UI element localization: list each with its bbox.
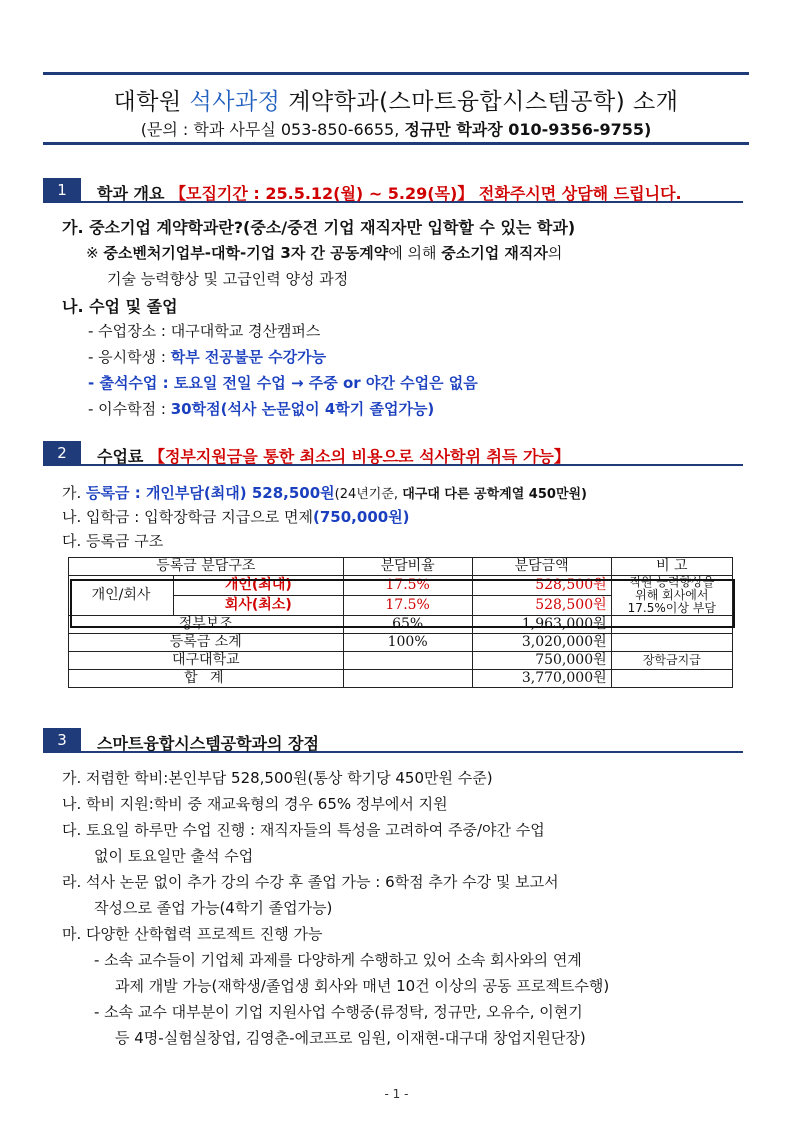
row-ratio (343, 652, 472, 670)
title-part: 대학원 (113, 89, 190, 115)
table-row (69, 670, 733, 688)
remark-line: 위해 회사에서 (635, 588, 709, 602)
row-ratio: 17.5% (343, 576, 472, 596)
item-label: - 출석수업 : (88, 374, 174, 392)
tuition-amount: 등록금 : 개인부담(최대) 528,500원 (86, 484, 335, 502)
admission-fee-line (62, 506, 410, 527)
advantage-line: 나. 학비 지원:학비 중 재교육형의 경우 65% 정부에서 지원 (62, 795, 448, 813)
item-value: 학부 전공불문 수강가능 (170, 348, 327, 366)
advantage-line: - 소속 교수 대부분이 기업 지원사업 수행중(류정탁, 정규만, 오유수, 이현기 (94, 1003, 583, 1021)
row-amount: 3,020,000원 (472, 634, 611, 652)
recruitment-notice: 【모집기간 : 25.5.12(월) ~ 5.29(목)】 전화주시면 상담해 드립니다. (169, 184, 682, 203)
admission-amount: (750,000원) (313, 508, 410, 526)
row-amount: 528,500원 (472, 596, 611, 616)
section-number-1: 1 (43, 178, 81, 203)
section-number-2: 2 (43, 441, 81, 466)
contact-line (43, 117, 749, 140)
list-item (88, 372, 478, 393)
row-amount: 3,770,000원 (472, 670, 611, 688)
row-label: 개인(최대) (174, 576, 344, 596)
advantage-line: 없이 토요일만 출석 수업 (94, 847, 254, 865)
row-ratio (343, 670, 472, 688)
note-mark: ※ (86, 244, 104, 262)
row-amount: 528,500원 (472, 576, 611, 596)
advantage-line: 가. 저렴한 학비:본인부담 528,500원(통상 학기당 450만원 수준) (62, 769, 493, 787)
contract-note-line2: 기술 능력향상 및 고급인력 양성 과정 (107, 270, 349, 288)
advantage-line: - 소속 교수들이 기업체 과제를 다양하게 수행하고 있어 소속 회사와의 연계 (94, 951, 582, 969)
page-title (43, 83, 749, 116)
section-heading: 학과 개요 (97, 184, 165, 203)
table-row (69, 634, 733, 652)
row-amount: 750,000원 (472, 652, 611, 670)
section-title-1 (97, 181, 682, 204)
tuition-line (62, 482, 587, 503)
row-label: 정부보조 (69, 616, 344, 634)
table-header: 등록금 분담구조 (69, 558, 344, 576)
fee-table (68, 557, 733, 688)
row-label: 대구대학교 (69, 652, 344, 670)
remark-cell (611, 634, 732, 652)
remark-cell (611, 670, 732, 688)
item-label: - 응시학생 : (88, 348, 171, 366)
item-value: 30학점(석사 논문없이 4학기 졸업가능) (170, 400, 435, 418)
advantage-line: 등 4명-실험실창업, 김영춘-에코프로 임원, 이재현-대구대 창업지원단장) (115, 1029, 586, 1047)
item-na-title: 나. 수업 및 졸업 (62, 297, 178, 316)
section-number-3: 3 (43, 728, 81, 753)
group-label: 개인/회사 (69, 576, 174, 616)
table-row (69, 616, 733, 634)
table-header: 분담비율 (343, 558, 472, 576)
advantage-line: 마. 다양한 산학협력 프로젝트 진행 가능 (62, 925, 323, 943)
row-ratio: 17.5% (343, 596, 472, 616)
section-title-2 (97, 444, 570, 467)
item-label: - 수업장소 : (88, 322, 171, 340)
contact-office: (문의 : 학과 사무실 053-850-6655, (140, 120, 405, 139)
row-ratio: 100% (343, 634, 472, 652)
item-value: 토요일 전일 수업 → 주중 or 야간 수업은 없음 (173, 374, 478, 392)
section-title-3: 스마트융합시스템공학과의 장점 (97, 734, 319, 753)
title-highlight: 석사과정 (189, 89, 281, 115)
item-ga-title: 가. 중소기업 계약학과란?(중소/중견 기업 재직자만 입학할 수 있는 학과) (62, 218, 576, 237)
item-label: - 이수학점 : (88, 400, 171, 418)
row-label: 등록금 소계 (69, 634, 344, 652)
item-marker: 가. (62, 484, 87, 502)
note-text: 의 (547, 244, 563, 262)
note-bold: 중소기업 재직자 (441, 244, 548, 262)
advantage-line: 과제 개발 가능(재학생/졸업생 회사와 매년 10건 이상의 공동 프로젝트수행) (115, 977, 610, 995)
list-item (88, 320, 320, 341)
list-item (88, 398, 434, 419)
row-label: 회사(최소) (174, 596, 344, 616)
note-text: 에 의해 (388, 244, 442, 262)
item-value: 대구대학교 경산캠퍼스 (170, 322, 321, 340)
row-ratio: 65% (343, 616, 472, 634)
note-bold: 중소벤처기업부-대학-기업 3자 간 공동계약 (103, 244, 389, 262)
fee-structure-title: 다. 등록금 구조 (62, 532, 164, 550)
advantage-line: 다. 토요일 하루만 수업 진행 : 재직자들의 특성을 고려하여 주중/야간 수업 (62, 821, 545, 839)
contract-note (86, 242, 562, 263)
remark-line: 17.5%이상 부담 (627, 601, 716, 615)
table-row (69, 652, 733, 670)
title-block (43, 72, 749, 145)
table-row (69, 576, 733, 596)
table-header: 비 고 (611, 558, 732, 576)
advantage-line: 라. 석사 논문 없이 추가 강의 수강 후 졸업 가능 : 6학점 추가 수강 및 보고서 (62, 873, 559, 891)
page-number: - 1 - (384, 1087, 409, 1101)
remark-cell: 장학금지급 (611, 652, 732, 670)
title-part: 계약학과(스마트융합시스템공학) 소개 (280, 89, 679, 115)
remark-cell (611, 576, 732, 616)
section-heading: 수업료 (97, 447, 144, 466)
tuition-basis: (24년기준, (334, 487, 403, 502)
table-header-row (69, 558, 733, 576)
row-label: 합 계 (69, 670, 344, 688)
table-header: 분담금액 (472, 558, 611, 576)
advantage-line: 작성으로 졸업 가능(4학기 졸업가능) (94, 899, 333, 917)
remark-cell (611, 616, 732, 634)
list-item (88, 346, 326, 367)
contact-head: 정규만 학과장 010-9356-9755) (404, 120, 652, 139)
row-amount: 1,963,000원 (472, 616, 611, 634)
admission-text: 나. 입학금 : 입학장학금 지급으로 면제 (62, 508, 314, 526)
tuition-compare: 대구대 다른 공학계열 450만원) (402, 487, 587, 502)
tuition-notice: 【정부지원금을 통한 최소의 비용으로 석사학위 취득 가능】 (148, 447, 570, 466)
remark-line: 직원 능력향상을 (629, 575, 715, 589)
